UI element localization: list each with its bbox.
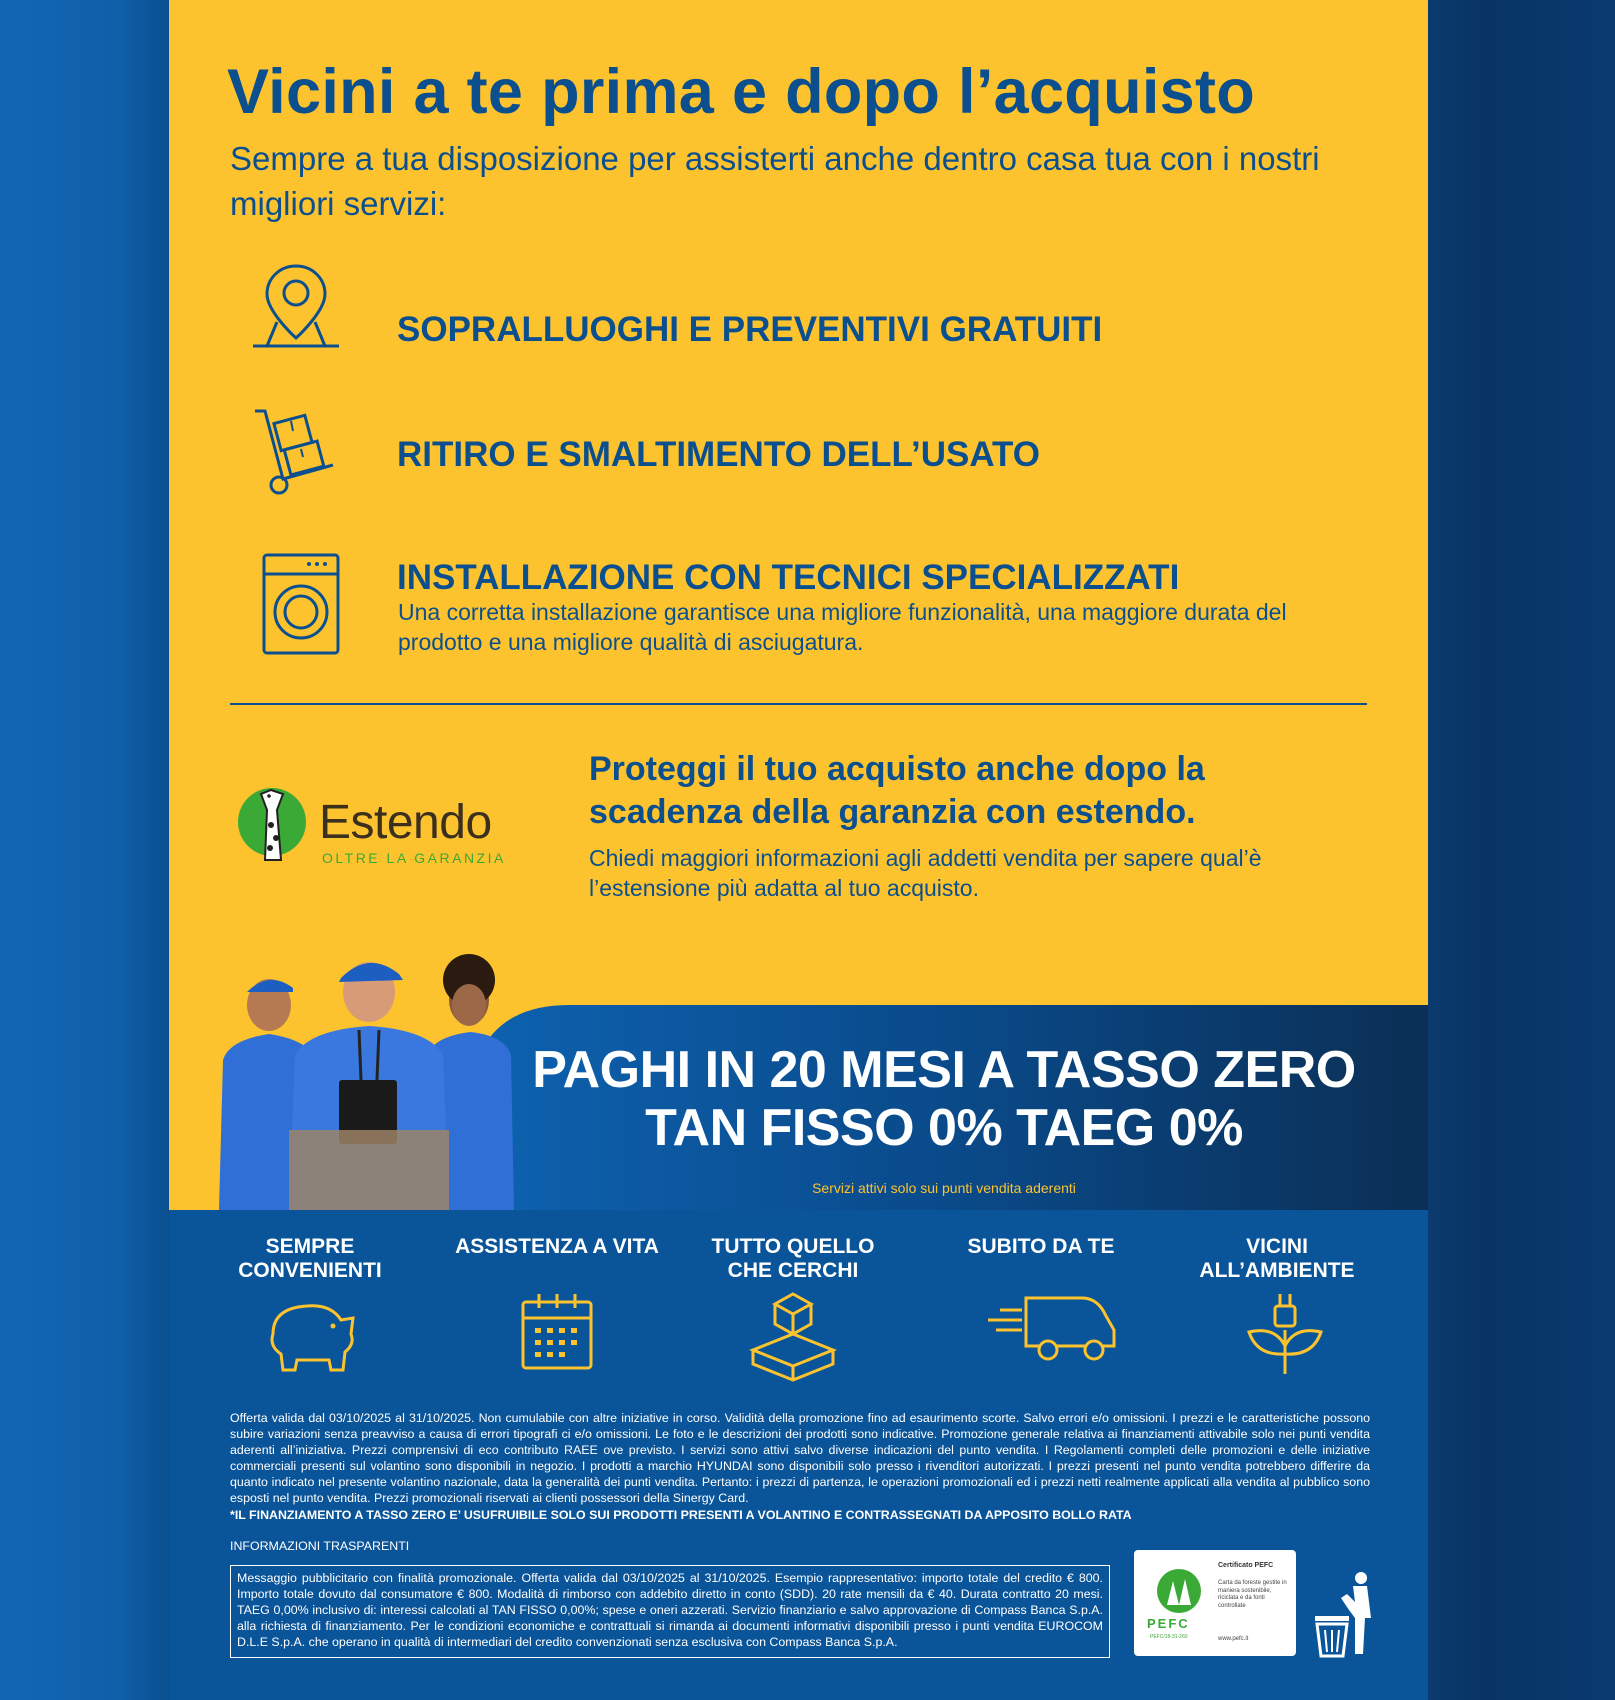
- pefc-desc: Carta da foreste gestite in maniera sostenibile, riciclata e da fonti controllate: [1218, 1580, 1287, 1609]
- recycle-bin-icon: [1311, 1568, 1383, 1658]
- value-label: TUTTO QUELLO CHE CERCHI: [711, 1235, 875, 1282]
- right-margin-shade: [1428, 0, 1615, 1700]
- estendo-tagline: OLTRE LA GARANZIA: [322, 850, 506, 866]
- pefc-trees-icon: [1149, 1565, 1209, 1615]
- hand-truck-icon: [249, 405, 341, 497]
- eco-plug-icon: [1245, 1290, 1325, 1376]
- pefc-cert: Certificato PEFC: [1218, 1562, 1274, 1569]
- legal-text: Offerta valida dal 03/10/2025 al 31/10/2025. Non cumulabile con altre iniziative in corso. Validità della promozione fino ad esaurimento scorte. Salvo errori e/o omissioni. I prezzi e le caratteristiche possono subire variazioni senza preavviso a causa di errori tipografi ci e/o omissioni. Le foto e le descrizioni dei prodotti sono indicative. Promozione generale relativa ai finanziamenti attivabile solo nei punti vendita aderenti all’iniziativa. Prezzi comprensivi di eco contributo RAEE ove previsto. I servizi sono attivi salvo diverse indicazioni del punto vendita. I Regolamenti completi delle promozioni e delle iniziative commerciali presenti sul volantino sono disponibili in negozio. I prodotti a marchio HYUNDAI sono disponibili solo presso i rivenditori autorizzati. I prezzi presenti nel punto vendita potrebbero differire da quanto indicato nel presente volantino nazionale, data la generalità dei punti vendita. Pertanto: i prezzi di partenza, le operazioni promozionali ed i prezzi netti realmente applicati alla vendita al pubblico sono esposti nel punto vendita. Prezzi promozionali riservati ai clienti possessori della Sinergy Card.: [230, 1411, 1370, 1505]
- page-title: Vicini a te prima e dopo l’acquisto: [227, 57, 1256, 127]
- estendo-headline: Proteggi il tuo acquisto anche dopo la scadenza della garanzia con estendo.: [589, 750, 1205, 831]
- estendo-brand: Estendo: [319, 796, 492, 849]
- pefc-url: www.pefc.it: [1218, 1636, 1249, 1642]
- divider: [230, 703, 1367, 705]
- legal-bold-note: *IL FINANZIAMENTO A TASSO ZERO E’ USUFRUIBILE SOLO SUI PRODOTTI PRESENTI A VOLANTINO E CONTRASSEGNATI DA APPOSITO BOLLO RATA: [230, 1508, 1132, 1522]
- pefc-word: PEFC: [1147, 1616, 1190, 1631]
- service-description: Una corretta installazione garantisce una migliore funzionalità, una maggiore durata del prodotto e una migliore qualità di asciugatura.: [398, 599, 1287, 655]
- promo-rates: TAN FISSO 0% TAEG 0%: [645, 1099, 1243, 1157]
- delivery-van-icon: [986, 1290, 1120, 1362]
- boxes-icon: [747, 1290, 839, 1382]
- value-label: VICINI ALL’AMBIENTE: [1199, 1235, 1355, 1282]
- service-label: SOPRALLUOGHI E PREVENTIVI GRATUITI: [397, 310, 1103, 349]
- value-label: ASSISTENZA A VITA: [455, 1235, 659, 1258]
- service-label: RITIRO E SMALTIMENTO DELL’USATO: [397, 435, 1040, 474]
- calendar-icon: [519, 1290, 595, 1372]
- staff-illustration: [209, 930, 539, 1210]
- promo-note: Servizi attivi solo sui punti vendita aderenti: [812, 1180, 1076, 1196]
- washing-machine-icon: [261, 552, 341, 656]
- promo-headline: PAGHI IN 20 MESI A TASSO ZERO: [532, 1041, 1356, 1099]
- left-margin-shade: [0, 0, 169, 1700]
- map-pin-icon: [249, 260, 343, 352]
- info-box: Messaggio pubblicitario con finalità promozionale. Offerta valida dal 03/10/2025 al 31/10/2025. Esempio rappresentativo: importo totale del credito € 800. Importo totale dovuto dal consumatore € 800. Modalità di rimborso con addebito diretto in conto (SDD). 20 rate mensili da € 40. Durata contratto 20 mesi. TAEG 0,00% inclusivo di: interessi calcolati al TAN FISSO 0,00%; spese e oneri azzerati. Servizio finanziario e salvo approvazione di Compass Banca S.p.A. alla richiesta di finanziamento. Per le condizioni economiche e contrattuali si rimanda ai documenti informativi disponibili presso i punti vendita EUROCOM D.L.E S.p.A. che operano in qualità di intermediari del credito convenzionati senza esclusiva con Compass Banca S.p.A.: [230, 1565, 1110, 1658]
- value-label: SUBITO DA TE: [967, 1235, 1115, 1258]
- piggy-bank-icon: [261, 1290, 357, 1380]
- info-title: INFORMAZIONI TRASPARENTI: [230, 1539, 410, 1553]
- estendo-body: Chiedi maggiori informazioni agli addetti vendita per sapere qual’è l’estensione più adatta al tuo acquisto.: [589, 845, 1262, 901]
- flyer-page: [169, 0, 1428, 1700]
- service-label: INSTALLAZIONE CON TECNICI SPECIALIZZATI: [397, 558, 1180, 597]
- pefc-code: PEFC/18-31-260: [1150, 1634, 1188, 1640]
- page-subtitle: Sempre a tua disposizione per assisterti anche dentro casa tua con i nostri migliori servizi:: [230, 140, 1320, 222]
- value-label: SEMPRE CONVENIENTI: [238, 1235, 382, 1282]
